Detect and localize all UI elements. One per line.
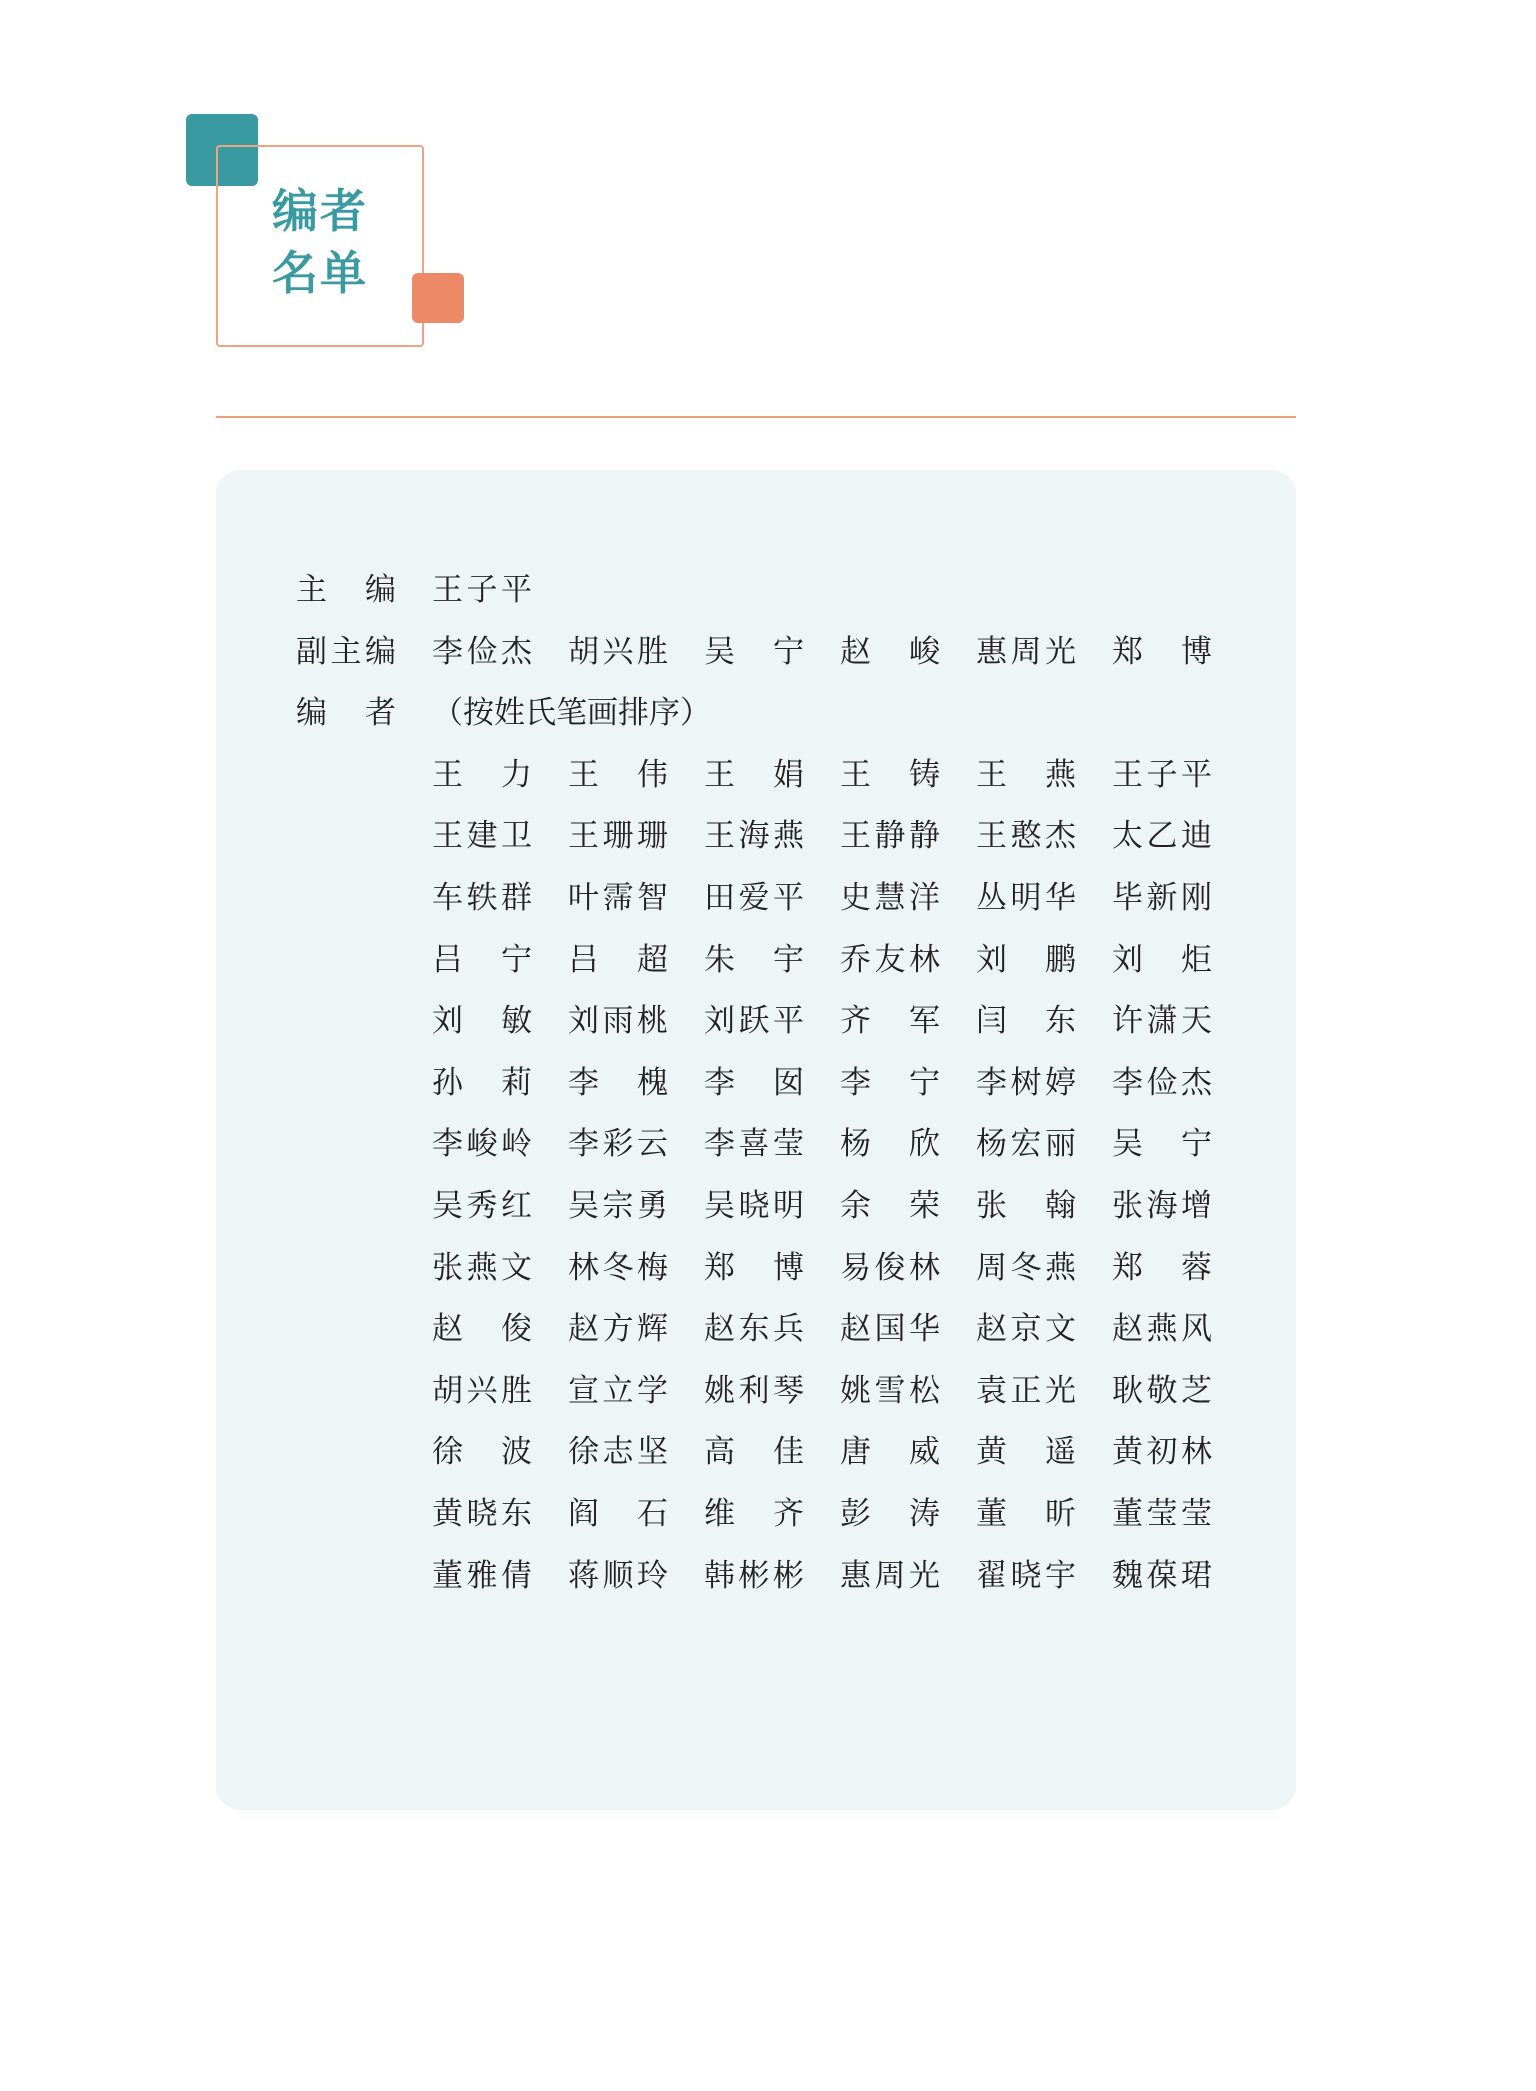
divider-rule bbox=[216, 416, 1296, 418]
person-name: 李 峻 岭 bbox=[432, 1126, 532, 1163]
person-name: 叶 霈 智 bbox=[568, 880, 668, 916]
person-name: 余 荣 bbox=[840, 1188, 940, 1224]
person-name: 徐 志 坚 bbox=[568, 1434, 668, 1471]
person-name: 徐 波 bbox=[432, 1434, 532, 1471]
title-block bbox=[0, 0, 1536, 360]
person-name: 丛 明 华 bbox=[976, 880, 1076, 916]
sort-note: （按姓氏笔画排序） bbox=[432, 695, 711, 732]
person-name: 王 建 卫 bbox=[432, 818, 532, 855]
person-name: 赵 燕 风 bbox=[1112, 1311, 1212, 1348]
person-name: 蒋 顺 玲 bbox=[568, 1557, 668, 1594]
person-name: 吴 宗 勇 bbox=[568, 1188, 668, 1224]
person-name: 董 莹 莹 bbox=[1112, 1496, 1212, 1532]
person-name: 李 树 婷 bbox=[976, 1064, 1076, 1101]
title-line-1: 编者 bbox=[272, 184, 368, 238]
person-name: 董 雅 倩 bbox=[432, 1557, 532, 1594]
editor-row bbox=[216, 1432, 1296, 1472]
person-name: 齐 军 bbox=[840, 1003, 940, 1040]
person-name: 乔 友 林 bbox=[840, 941, 940, 978]
person-name: 太 乙 迪 bbox=[1112, 818, 1212, 855]
person-name: 刘 炬 bbox=[1112, 941, 1212, 978]
person-name: 李 俭 杰 bbox=[432, 633, 532, 670]
person-name: 朱 宇 bbox=[704, 941, 804, 978]
person-name: 王 铸 bbox=[840, 756, 940, 793]
person-name: 闫 东 bbox=[976, 1003, 1076, 1040]
person-name: 黄 晓 东 bbox=[432, 1496, 532, 1532]
person-name: 李 宁 bbox=[840, 1064, 940, 1101]
person-name: 阎 石 bbox=[568, 1496, 668, 1532]
person-name: 赵 峻 bbox=[840, 633, 940, 670]
person-name: 胡 兴 胜 bbox=[432, 1372, 532, 1409]
person-name: 史 慧 洋 bbox=[840, 880, 940, 916]
person-name: 赵 东 兵 bbox=[704, 1311, 804, 1348]
person-name: 惠 周 光 bbox=[976, 633, 1076, 670]
person-name: 刘 雨 桃 bbox=[568, 1003, 668, 1040]
editor-row bbox=[216, 1248, 1296, 1288]
person-name: 杨 欣 bbox=[840, 1126, 940, 1163]
person-name: 郑 博 bbox=[704, 1249, 804, 1286]
person-name: 吕 超 bbox=[568, 941, 668, 978]
editor-row bbox=[216, 1494, 1296, 1534]
role-row bbox=[216, 570, 1296, 610]
person-name: 张 翰 bbox=[976, 1188, 1076, 1224]
person-name: 维 齐 bbox=[704, 1496, 804, 1532]
person-name: 郑 蓉 bbox=[1112, 1249, 1212, 1286]
person-name: 李 槐 bbox=[568, 1064, 668, 1101]
person-name: 许 潇 天 bbox=[1112, 1003, 1212, 1040]
person-name: 胡 兴 胜 bbox=[568, 633, 668, 670]
person-name: 李 俭 杰 bbox=[1112, 1064, 1212, 1101]
orange-decor-square bbox=[412, 273, 464, 323]
person-name: 张 燕 文 bbox=[432, 1249, 532, 1286]
person-name: 杨 宏 丽 bbox=[976, 1126, 1076, 1163]
person-name: 易 俊 林 bbox=[840, 1249, 940, 1286]
person-name: 唐 威 bbox=[840, 1434, 940, 1471]
person-name: 李 彩 云 bbox=[568, 1126, 668, 1163]
person-name: 黄 遥 bbox=[976, 1434, 1076, 1471]
role-label: 主 编 bbox=[296, 572, 396, 608]
person-name: 耿 敬 芝 bbox=[1112, 1372, 1212, 1409]
person-name: 吴 秀 红 bbox=[432, 1188, 532, 1224]
person-name: 田 爱 平 bbox=[704, 880, 804, 916]
editor-list-panel bbox=[216, 470, 1296, 1810]
editor-row bbox=[216, 755, 1296, 795]
role-label: 副 主 编 bbox=[296, 633, 396, 670]
editor-row bbox=[216, 878, 1296, 918]
person-name: 王 燕 bbox=[976, 756, 1076, 793]
person-name: 赵 方 辉 bbox=[568, 1311, 668, 1348]
person-name: 宣 立 学 bbox=[568, 1372, 668, 1409]
person-name: 赵 俊 bbox=[432, 1311, 532, 1348]
person-name: 张 海 增 bbox=[1112, 1188, 1212, 1224]
person-name: 黄 初 林 bbox=[1112, 1434, 1212, 1471]
role-label: 编 者 bbox=[296, 695, 396, 732]
person-name: 王 伟 bbox=[568, 756, 668, 793]
person-name: 吴 宁 bbox=[1112, 1126, 1212, 1163]
person-name: 韩 彬 彬 bbox=[704, 1557, 804, 1594]
person-name: 惠 周 光 bbox=[840, 1557, 940, 1594]
person-name: 王 静 静 bbox=[840, 818, 940, 855]
editor-row bbox=[216, 1186, 1296, 1226]
person-name: 吴 宁 bbox=[704, 633, 804, 670]
role-row bbox=[216, 693, 1296, 733]
person-name: 翟 晓 宇 bbox=[976, 1557, 1076, 1594]
person-name: 高 佳 bbox=[704, 1434, 804, 1471]
person-name: 刘 鹏 bbox=[976, 941, 1076, 978]
person-name: 郑 博 bbox=[1112, 633, 1212, 670]
person-name: 姚 雪 松 bbox=[840, 1372, 940, 1409]
role-row bbox=[216, 632, 1296, 672]
person-name: 董 昕 bbox=[976, 1496, 1076, 1532]
title-line-2: 名单 bbox=[272, 246, 368, 300]
person-name: 彭 涛 bbox=[840, 1496, 940, 1532]
person-name: 王 子 平 bbox=[1112, 756, 1212, 793]
person-name: 毕 新 刚 bbox=[1112, 880, 1212, 916]
editor-row bbox=[216, 1556, 1296, 1596]
person-name: 刘 跃 平 bbox=[704, 1003, 804, 1040]
editor-row bbox=[216, 816, 1296, 856]
person-name: 林 冬 梅 bbox=[568, 1249, 668, 1286]
editor-row bbox=[216, 1063, 1296, 1103]
person-name: 刘 敏 bbox=[432, 1003, 532, 1040]
person-name: 李 囡 bbox=[704, 1064, 804, 1101]
person-name: 赵 京 文 bbox=[976, 1311, 1076, 1348]
editor-row bbox=[216, 1309, 1296, 1349]
person-name: 魏 葆 珺 bbox=[1112, 1557, 1212, 1594]
person-name: 李 喜 莹 bbox=[704, 1126, 804, 1163]
editor-row bbox=[216, 1371, 1296, 1411]
person-name: 周 冬 燕 bbox=[976, 1249, 1076, 1286]
editor-row bbox=[216, 940, 1296, 980]
person-name: 袁 正 光 bbox=[976, 1372, 1076, 1409]
person-name: 王 珊 珊 bbox=[568, 818, 668, 855]
person-name: 王 子 平 bbox=[432, 572, 532, 608]
person-name: 王 娟 bbox=[704, 756, 804, 793]
person-name: 赵 国 华 bbox=[840, 1311, 940, 1348]
person-name: 车 轶 群 bbox=[432, 880, 532, 916]
editor-row bbox=[216, 1124, 1296, 1164]
editor-row bbox=[216, 1001, 1296, 1041]
person-name: 王 海 燕 bbox=[704, 818, 804, 855]
person-name: 吴 晓 明 bbox=[704, 1188, 804, 1224]
person-name: 王 憨 杰 bbox=[976, 818, 1076, 855]
person-name: 孙 莉 bbox=[432, 1064, 532, 1101]
person-name: 姚 利 琴 bbox=[704, 1372, 804, 1409]
person-name: 吕 宁 bbox=[432, 941, 532, 978]
person-name: 王 力 bbox=[432, 756, 532, 793]
